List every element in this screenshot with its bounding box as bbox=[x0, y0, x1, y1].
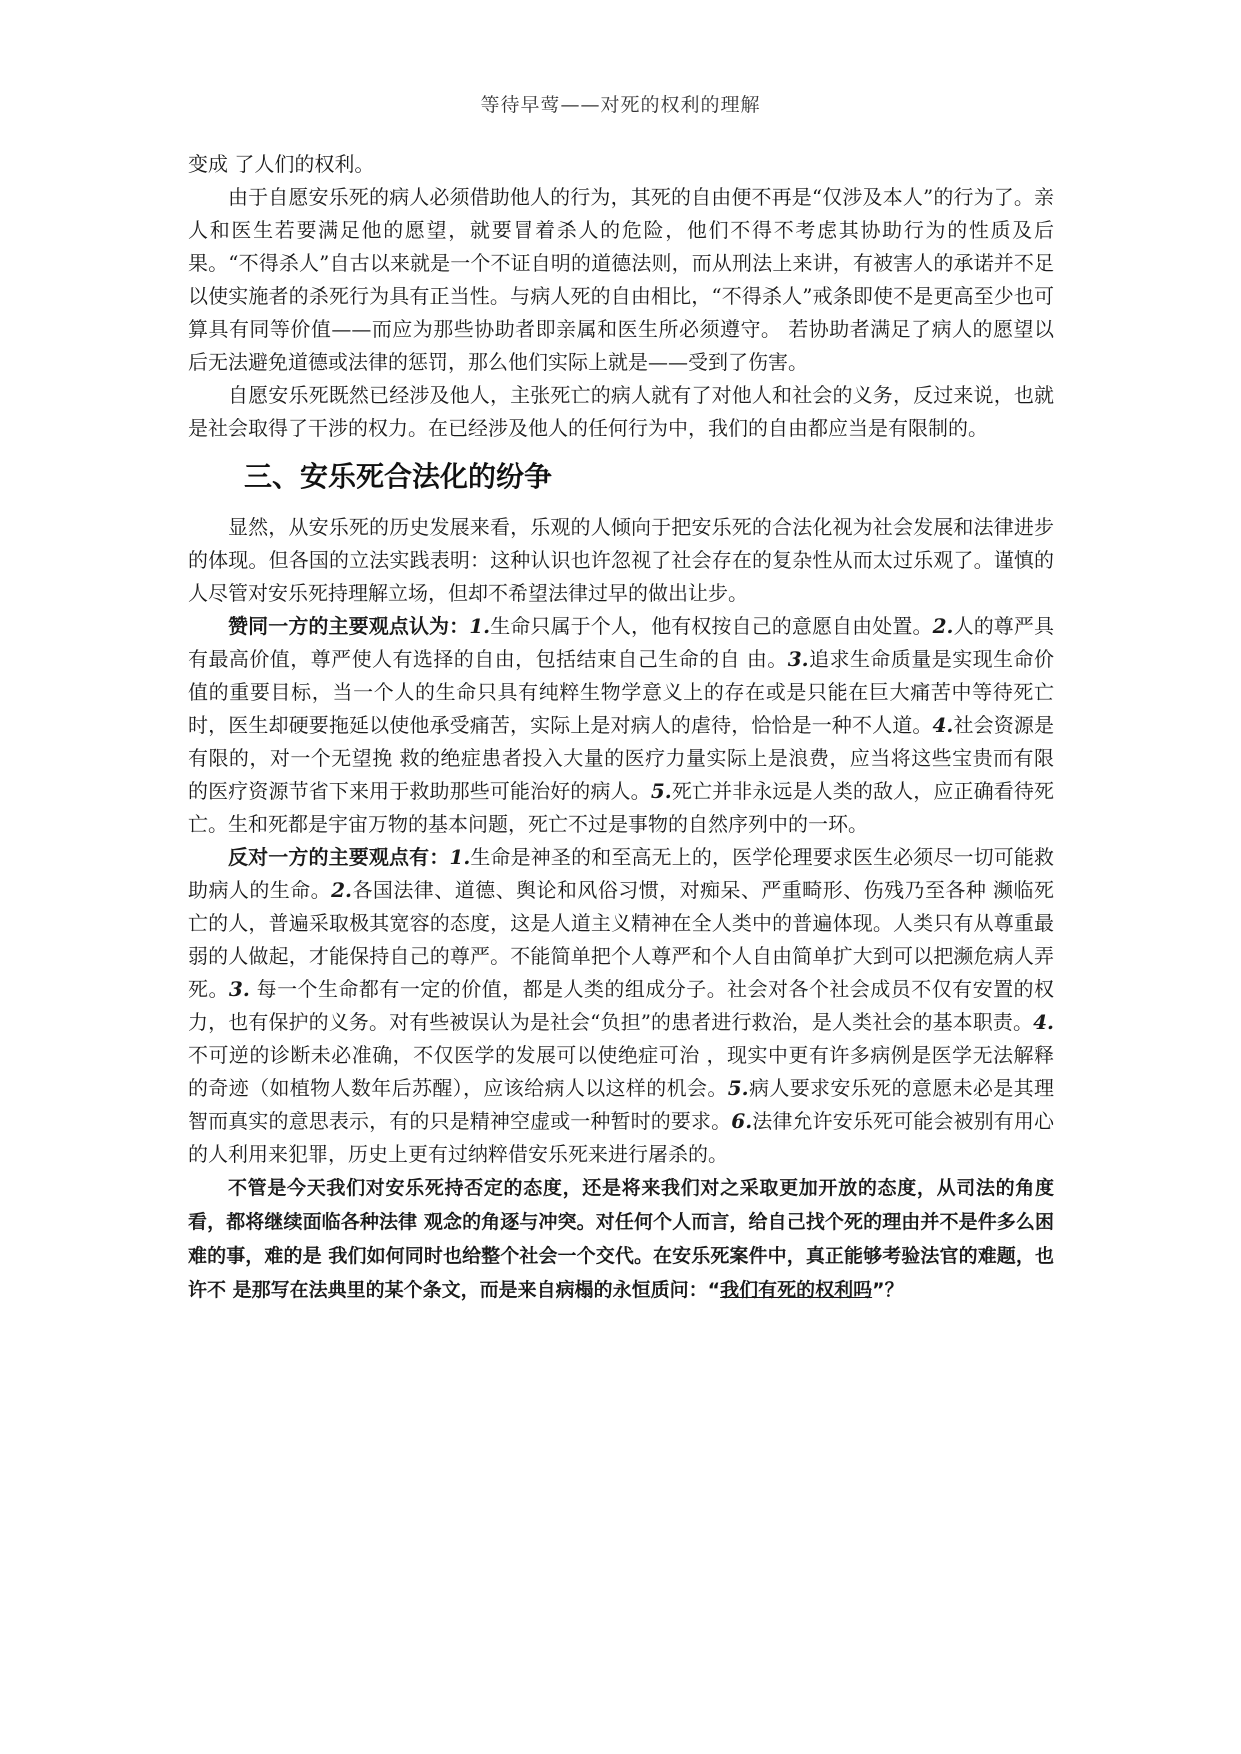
paragraph-conclusion bbox=[188, 1171, 1054, 1307]
con-lead: 反对一方的主要观点有： bbox=[228, 845, 450, 869]
con-number-4: 4. bbox=[1033, 1010, 1054, 1034]
page-header: 等待早莺——对死的权利的理解 bbox=[480, 94, 761, 116]
section-heading: 三、安乐死合法化的纷争 bbox=[244, 460, 553, 493]
paragraph-consent-and-harm: 由于自愿安乐死的病人必须借助他人的行为，其死的自由便不再是“仅涉及本人”的行为了。亲人和医生若要满足他的愿望，就要冒着杀人的危险，他们不得不考虑其协助行为的性质及后果。“不得杀人”自古以来就是一个不证自明的道德法则，而从刑法上来讲，有被害人的承诺并不足以使实施者的杀死行为具有正当性。与病人死的自由相比，“不得杀人”戒条即使不是更高至少也可算具有同等价值——而应为那些协助者即亲属和医生所必须遵守。 若协助者满足了病人的愿望以后无法避免道德或法律的惩罚，那么他们实际上就是——受到了伤害。 bbox=[188, 185, 1054, 374]
con-point-2: 各国法律、道德、舆论和风俗习惯，对痴呆、严重畸形、伤残乃至各种 濒临死亡的人，普遍采取极其宽容的态度，这是人道主义精神在全人类中的普遍体现。人类只有从尊重最弱的人做起，才能保持自己的尊严。不能简单把个人尊严和个人自由简单扩大到可以把濒危病人弄死。 bbox=[188, 878, 1054, 1001]
con-number-1: 1. bbox=[449, 845, 471, 869]
open-quote: “ bbox=[707, 1279, 721, 1301]
question-mark: ？ bbox=[884, 1279, 904, 1301]
pro-number-3: 3. bbox=[787, 647, 809, 671]
pro-point-2: 人的尊严具有最高价值，尊严使人有选择的自由，包括结束自己生命的自 由。 bbox=[188, 614, 1055, 671]
pro-lead: 赞同一方的主要观点认为： bbox=[228, 614, 470, 638]
pro-number-1: 1. bbox=[469, 614, 491, 638]
pro-point-3: 追求生命质量是实现生命价值的重要目标，当一个人的生命只具有纯粹生物学意义上的存在或是只能在巨大痛苦中等待死亡时，医生却硬要拖延以使他承受痛苦，实际上是对病人的虐待，恰恰是一种不人道。 bbox=[188, 647, 1054, 737]
con-number-3: 3. bbox=[228, 977, 250, 1001]
pro-number-5: 5. bbox=[650, 779, 672, 803]
con-point-3: 每一个生命都有一定的价值，都是人类的组成分子。社会对各个社会成员不仅有安置的权力，也有保护的义务。对有些被误认为是社会“负担”的患者进行救治，是人类社会的基本职责。 bbox=[188, 977, 1055, 1034]
paragraph-pro-arguments bbox=[188, 610, 1054, 841]
pro-point-1: 生命只属于个人，他有权按自己的意愿自由处置。 bbox=[490, 614, 933, 638]
con-point-6: 法律允许安乐死可能会被别有用心的人利用来犯罪，历史上更有过纳粹借安乐死来进行屠杀的。 bbox=[188, 1109, 1055, 1166]
con-point-5: 病人要求安乐死的意愿未必是其理智而真实的意思表示，有的只是精神空虚或一种暂时的要求。 bbox=[188, 1076, 1055, 1133]
con-point-4: 不可逆的诊断未必准确，不仅医学的发展可以使绝症可治 ，现实中更有许多病例是医学无法解释的奇迹（如植物人数年后苏醒），应该给病人以这样的机会。 bbox=[188, 1043, 1054, 1100]
con-number-2: 2. bbox=[331, 878, 353, 902]
pro-number-4: 4. bbox=[932, 713, 954, 737]
con-number-5: 5. bbox=[727, 1076, 749, 1100]
pro-point-4: 社会资源是有限的，对一个无望挽 救的绝症患者投入大量的医疗力量实际上是浪费，应当将这些宝贵而有限的医疗资源节省下来用于救助那些可能治好的病人。 bbox=[188, 713, 1055, 803]
con-number-6: 6. bbox=[731, 1109, 753, 1133]
pro-number-2: 2. bbox=[932, 614, 954, 638]
paragraph-con-arguments bbox=[188, 841, 1054, 1171]
paragraph-continuation: 变成 了人们的权利。 bbox=[188, 152, 375, 176]
pro-point-5: 死亡并非永远是人类的敌人，应正确看待死亡。生和死都是宇宙万物的基本问题，死亡不过是事物的自然序列中的一环。 bbox=[188, 779, 1055, 836]
document-body bbox=[188, 148, 1054, 1307]
close-quote: ” bbox=[872, 1279, 885, 1301]
conclusion-text: 不管是今天我们对安乐死持否定的态度，还是将来我们对之采取更加开放的态度，从司法的角度看，都将继续面临各种法律 观念的角逐与冲突。对任何个人而言，给自己找个死的理由并不是件多么困难的事，难的是 我们如何同时也给整个社会一个交代。在安乐死案件中，真正能够考验法官的难题，也许不 是那写在法典里的某个条文，而是来自病榻的永恒质问： bbox=[188, 1177, 1054, 1301]
paragraph-legislation-overview: 显然，从安乐死的历史发展来看，乐观的人倾向于把安乐死的合法化视为社会发展和法律进步的体现。但各国的立法实践表明：这种认识也许忽视了社会存在的复杂性从而太过乐观了。谨慎的人尽管对安乐死持理解立场，但却不希望法律过早的做出让步。 bbox=[188, 515, 1054, 605]
con-point-1: 生命是神圣的和至高无上的，医学伦理要求医生必须尽一切可能救助病人的生命。 bbox=[188, 845, 1055, 902]
paragraph-social-obligation: 自愿安乐死既然已经涉及他人，主张死亡的病人就有了对他人和社会的义务，反过来说，也就是社会取得了干涉的权力。在已经涉及他人的任何行为中，我们的自由都应当是有限制的。 bbox=[188, 383, 1054, 440]
closing-question: 我们有死的权利吗 bbox=[720, 1279, 873, 1301]
